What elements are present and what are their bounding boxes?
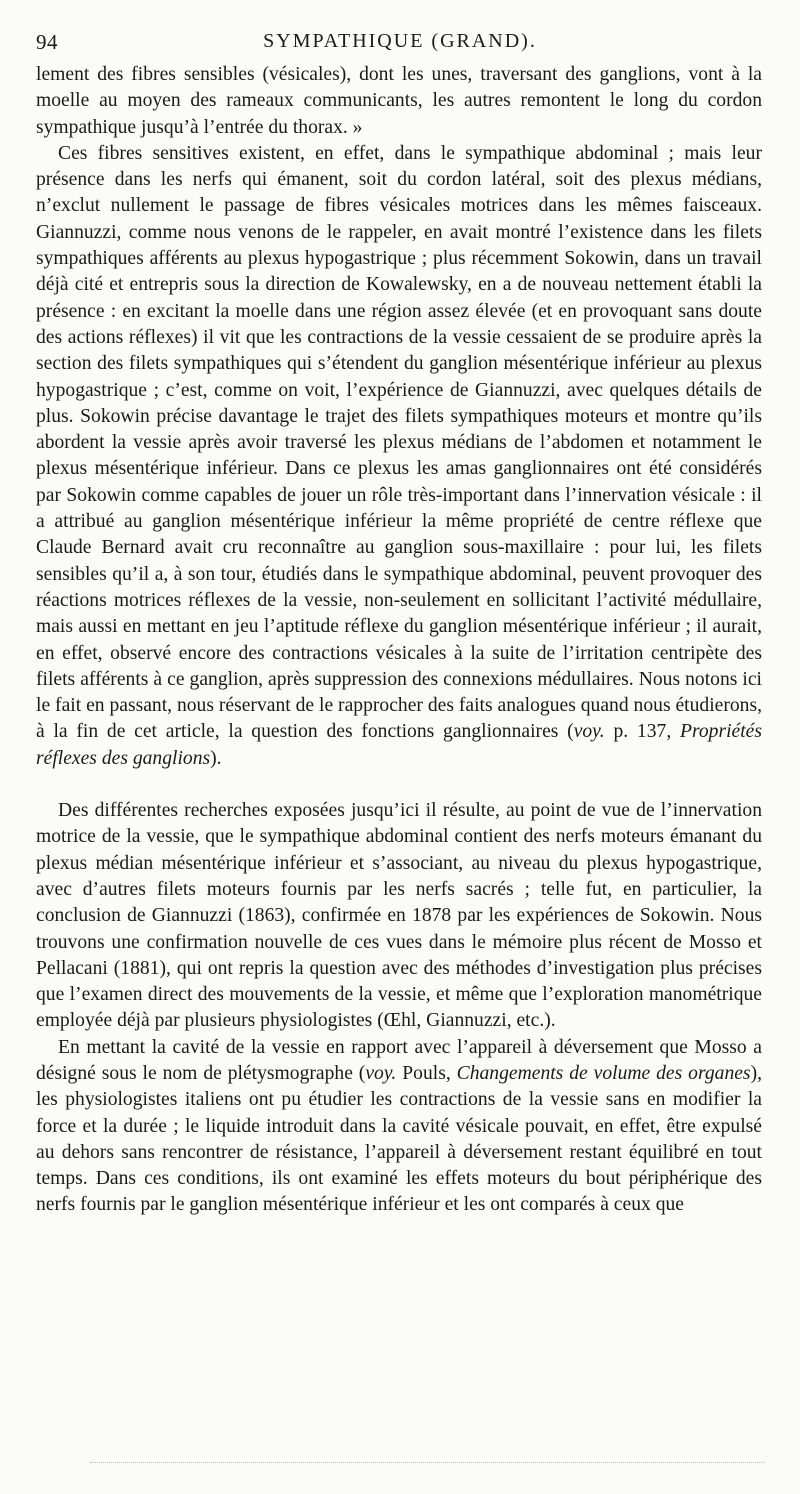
paragraph-text: p. 137, [604,721,680,743]
paragraph-continuation: lement des fibres sensibles (vésicales), dont les unes, traversant des ganglions, vont à la moelle au moyen des rameaux communicants, les autres remontent le long du cordon sympathique jusqu’à l’entrée du thorax. » [36,64,762,138]
paragraph-sokowin [36,141,762,772]
paragraph-text: ), les physiologistes italiens ont pu étudier les contractions de la vessie sans en modifier la force et la durée ; le liquide introduit dans la cavité vésicale pouvait, en effet, être expulsé au dehors sans rencontrer de résistance, l’appareil à déversement restant équilibré en tout temps. Dans ces conditions, ils ont examiné les effets moteurs du bout périphérique des nerfs fournis par le ganglion mésentérique inférieur et les ont comparés à ceux que [36,1062,762,1216]
paragraph-text: Ces fibres sensitives existent, en effet, dans le sympathique abdominal ; mais leur présence dans les nerfs qui émanent, soit du cordon latéral, soit des plexus médians, n’exclut nullement le passage de fibres vésicales motrices dans les mêmes faisceaux. Giannuzzi, comme nous venons de le rappeler, en avait montré l’existence dans les filets sympathiques afférents au plexus hypogastrique ; plus récemment Sokowin, dans un travail déjà cité et entrepris sous la direction de Kowalewsky, en a de nouveau nettement établi la présence : en excitant la moelle dans une région assez élevée (et en provoquant sans doute des actions réflexes) il vit que les contractions de la vessie cessaient de se produire après la section des filets sympathiques qui s’étendent du ganglion mésentérique inférieur au plexus hypogastrique ; c’est, comme on voit, l’expérience de Giannuzzi, avec quelques détails de plus. Sokowin précise davantage le trajet des filets sympathiques moteurs et montre qu’ils abordent la vessie après avoir traversé les plexus médians de l’abdomen et notamment le plexus mésentérique inférieur. Dans ce plexus les amas ganglionnaires ont été considérés par Sokowin comme capables de jouer un rôle très-important dans l’innervation vésicale : il a attribué au ganglion mésentérique inférieur la même propriété de centre réflexe que Claude Bernard avait cru reconnaître au ganglion sous-maxillaire : pour lui, les filets sensibles qu’il a, à son tour, étudiés dans le sympathique abdominal, peuvent provoquer des réactions motrices réflexes de la vessie, non-seulement en sollicitant l’activité médullaire, mais aussi en mettant en jeu l’aptitude réflexe du ganglion mésentérique inférieur ; il aurait, en effet, observé encore des contractions vésicales à la suite de l’irritation centripète des filets afférents à ce ganglion, après suppression des connexions médullaires. Nous notons ici le fait en passant, nous réservant de le rapprocher des faits analogues quand nous étudierons, à la fin de cet article, la question des fonctions ganglionnaires ( [36,142,762,743]
paragraph-text: ). [210,747,222,769]
italic-reference-title: Propriétés réflexes des ganglions [36,721,762,769]
italic-reference-title: Changements de volume des organes [456,1062,751,1084]
paragraph-text: Pouls, [396,1062,457,1084]
paragraph-conclusion: Des différentes recherches exposées jusqu’ici il résulte, au point de vue de l’innervation motrice de la vessie, que le sympathique abdominal contient des nerfs moteurs émanant du plexus médian mésentérique inférieur et s’associant, au niveau du plexus hypogastrique, avec d’autres filets moteurs fournis par les nerfs sacrés ; telle fut, en particulier, la conclusion de Giannuzzi (1863), confirmée en 1878 par les expériences de Sokowin. Nous trouvons une confirmation nouvelle de ces vues dans le mémoire plus récent de Mosso et Pellacani (1881), qui ont repris la question avec des méthodes d’investigation plus précises que l’examen direct des mouvements de la vessie, et même que l’exploration manométrique employée déjà par plusieurs physiologistes (Œhl, Giannuzzi, etc.). [36,800,762,1032]
page-number: 94 [36,30,58,54]
page-body [36,62,762,1219]
paragraph-mosso [36,1035,762,1219]
paragraph-text: En mettant la cavité de la vessie en rapport avec l’appareil à déversement que Mosso a désigné sous le nom de plétysmographe ( [36,1036,762,1084]
footer-rule [90,1462,764,1463]
running-head: SYMPATHIQUE (GRAND). [263,30,537,52]
italic-reference: voy. [365,1062,397,1084]
page-header [36,30,764,60]
italic-reference: voy. [573,721,605,743]
